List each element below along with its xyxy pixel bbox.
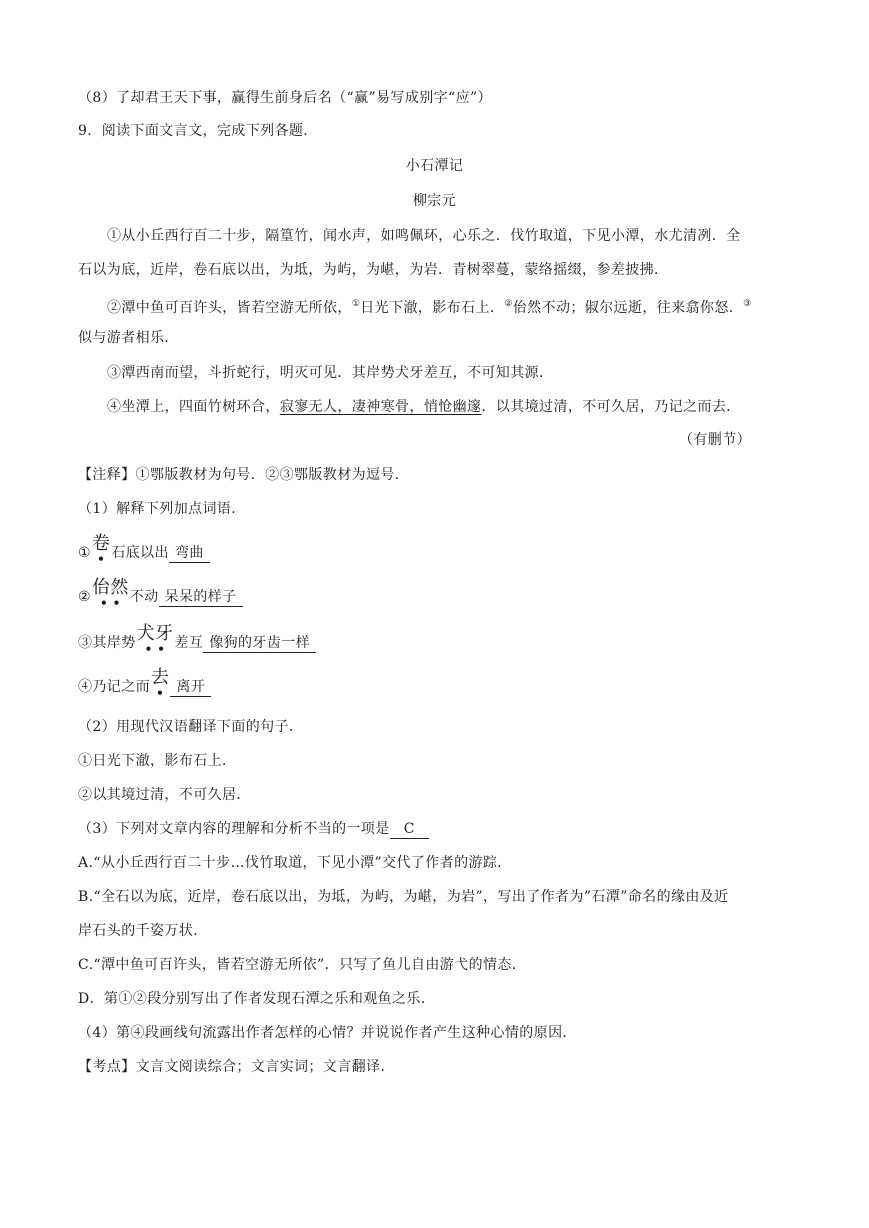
answer-blank: 呆呆的样子 — [159, 588, 243, 607]
footnote-mark-3: ③ — [743, 299, 752, 309]
dotted-word — [136, 623, 174, 656]
p2-part1: ②潭中鱼可百许头，皆若空游无所依， — [107, 300, 352, 316]
sub2-prompt: （2）用现代汉语翻译下面的句子． — [78, 719, 304, 735]
dotted-word — [151, 667, 170, 700]
underlined-phrase-1: 寂寥无人 — [279, 399, 338, 415]
kaodian-line: 【考点】文言文阅读综合；文言实词；文言翻译． — [78, 1059, 395, 1075]
sub1-item-2 — [78, 577, 243, 610]
sub3-prompt: （3）下列对文章内容的理解和分析不当的一项是 — [78, 821, 390, 837]
dotted-word — [91, 577, 129, 610]
q8-line: （8）了却君王天下事，赢得生前身后名（“赢”易写成别字“应”） — [78, 90, 492, 106]
sub2-sentence-2: ②以其境过清，不可久居． — [78, 787, 251, 803]
sub1-item-1 — [78, 533, 210, 566]
essay-p2-line1 — [107, 294, 752, 318]
annotation-line: 【注释】①鄂版教材为句号．②③鄂版教材为逗号． — [78, 467, 410, 483]
sub3-answer: C — [390, 820, 429, 839]
dotted-word — [91, 533, 111, 566]
essay-p4 — [107, 397, 741, 417]
sub1-item-3 — [78, 623, 316, 656]
underlined-comma-2: ， — [409, 399, 424, 415]
item-text: 差互 — [174, 635, 204, 651]
dotted-word-text: 卷 — [91, 533, 111, 554]
dotted-word-text: 去 — [151, 667, 170, 688]
underlined-phrase-3: 悄怆幽邃 — [423, 399, 482, 415]
sub2-sentence-1: ①日光下澈，影布石上． — [78, 753, 237, 769]
option-b-line1: B.“全石以为底，近岸，卷石底以出，为坻，为屿，为嵁，为岩”，写出了作者为”石潭”命名的缘由及近 — [78, 889, 729, 905]
q9-header: 9．阅读下面文言文，完成下列各题． — [78, 123, 318, 139]
option-c: C.“潭中鱼可百许头，皆若空游无所依”．只写了鱼儿自由游弋的情态． — [78, 957, 527, 973]
footnote-mark-1: ① — [351, 299, 361, 309]
sub3-prompt-line — [78, 819, 429, 839]
emphasis-dots: • — [156, 686, 165, 700]
p4-pre: ④坐潭上，四面竹树环合， — [107, 399, 280, 415]
p4-post: ．以其境过清，不可久居，乃记之而去． — [481, 399, 741, 415]
dotted-word-text: 佁然 — [91, 577, 129, 598]
essay-p1-line1: ①从小丘西行百二十步，隔篁竹，闻水声，如鸣佩环，心乐之．伐竹取道，下见小潭，水尤清冽．全 — [107, 228, 741, 244]
item-number: ① — [78, 545, 91, 561]
item-text: 不动 — [129, 589, 159, 605]
item-text: 石底以出 — [111, 545, 169, 561]
sub1-prompt: （1）解释下列加点词语． — [78, 501, 246, 517]
sub1-item-4 — [78, 667, 211, 700]
essay-p2-line2: 似与游者相乐． — [78, 330, 179, 346]
item-text-pre: ③其岸势 — [78, 635, 136, 651]
sub4-prompt: （4）第④段画线句流露出作者怎样的心情？并说说作者产生这种心情的原因． — [78, 1025, 577, 1041]
option-b-line2: 岸石头的千姿万状． — [78, 923, 208, 939]
p2-part3: 佁然不动；俶尔远逝，往来翕你怒． — [512, 300, 744, 316]
option-d: D．第①②段分别写出了作者发现石潭之乐和观鱼之乐． — [78, 991, 436, 1007]
essay-title: 小石潭记 — [405, 158, 464, 174]
answer-blank: 弯曲 — [169, 544, 210, 563]
item-text-pre: ④乃记之而 — [78, 679, 150, 695]
note-abridged: （有删节） — [679, 432, 751, 448]
essay-p3: ③潭西南而望，斗折蛇行，明灭可见．其岸势犬牙差互，不可知其源． — [107, 365, 554, 381]
option-a: A.“从小丘西行百二十步…伐竹取道，下见小潭”交代了作者的游踪． — [78, 855, 512, 871]
answer-blank: 离开 — [170, 678, 211, 697]
footnote-mark-2: ② — [504, 299, 513, 309]
emphasis-dots: • • — [144, 642, 166, 656]
dotted-word-text: 犬牙 — [136, 623, 174, 644]
essay-p1-line2: 石以为底，近岸，卷石底以出，为坻，为屿，为嵁，为岩．青树翠蔓，蒙络摇缀，参差披拂． — [78, 262, 669, 278]
essay-author: 柳宗元 — [412, 193, 457, 209]
p2-part2: 日光下澈，影布石上． — [360, 300, 505, 316]
answer-blank: 像狗的牙齿一样 — [203, 634, 316, 653]
item-number: ② — [78, 589, 91, 605]
emphasis-dots: • — [97, 552, 106, 566]
emphasis-dots: • • — [100, 596, 121, 610]
underlined-phrase-2: 凄神寒骨 — [351, 399, 410, 415]
underlined-comma-1: ， — [337, 399, 352, 415]
